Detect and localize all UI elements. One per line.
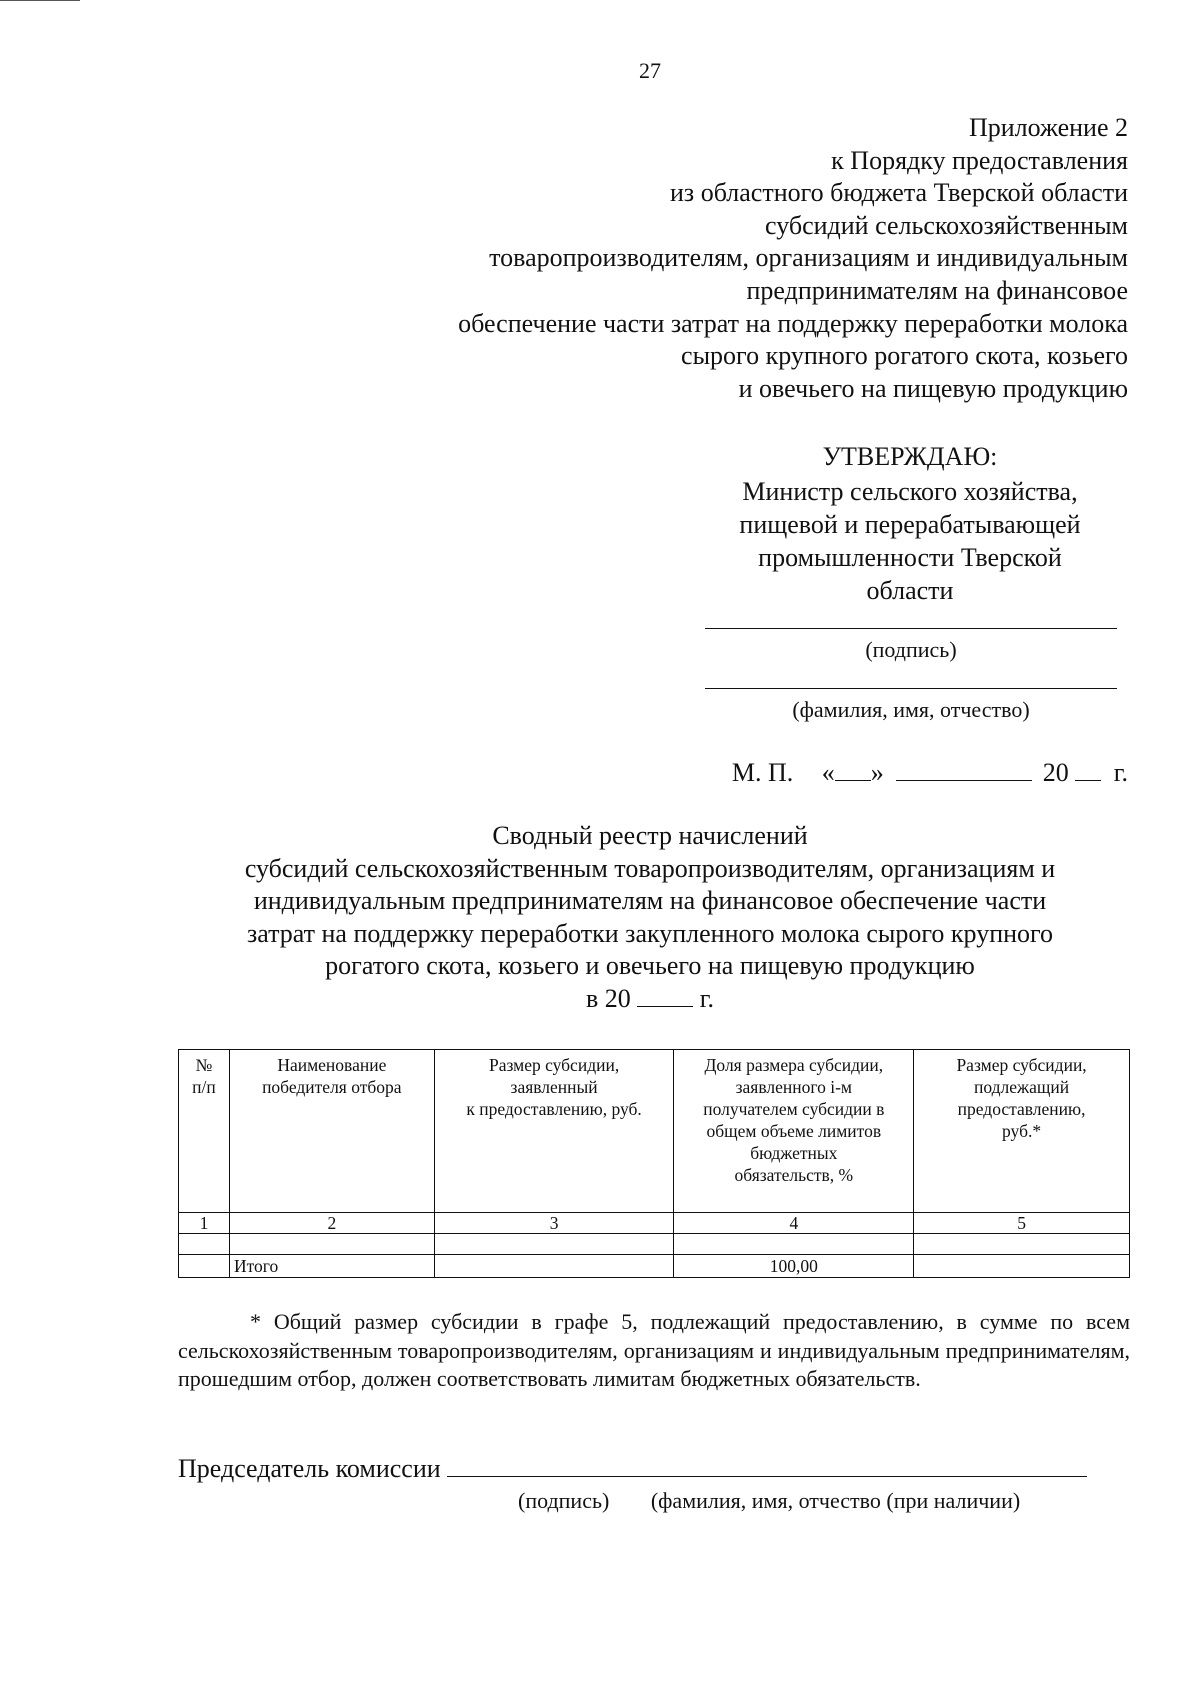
table-row <box>179 1234 1130 1255</box>
title-year-blank[interactable] <box>637 986 693 1007</box>
appendix-line: из областного бюджета Тверской области <box>670 178 1128 208</box>
minister-name-block <box>705 688 1117 723</box>
title-line: затрат на поддержку переработки закупленного молока сырого крупного <box>246 918 1054 948</box>
name-caption: (фамилия, имя, отчество) <box>792 697 1030 722</box>
title-year-suffix: г. <box>699 983 714 1013</box>
stamp-label: М. П. <box>731 758 794 787</box>
appendix-line: товаропроизводителям, организациям и индивидуальным <box>489 243 1128 273</box>
table-cell[interactable] <box>179 1234 230 1255</box>
total-label: Итого <box>229 1255 434 1278</box>
table-cell[interactable] <box>179 1255 230 1278</box>
appendix-line: и овечьего на пищевую продукцию <box>738 373 1128 403</box>
table-cell[interactable] <box>914 1234 1130 1255</box>
total-requested-cell[interactable] <box>434 1255 674 1278</box>
approval-block <box>700 440 1120 607</box>
appendix-line: обеспечение части затрат на поддержку переработки молока <box>458 308 1128 338</box>
table-header-row <box>179 1050 1130 1213</box>
stamp-date-row <box>732 758 1128 788</box>
chairman-signature-caption: (подпись) <box>518 1488 610 1513</box>
column-number: 2 <box>229 1213 434 1234</box>
chairman-signature-row <box>178 1454 1120 1484</box>
document-title <box>170 820 1130 1015</box>
scan-edge-mark <box>0 0 80 1</box>
table-cell[interactable] <box>674 1234 914 1255</box>
total-granted-cell[interactable] <box>914 1255 1130 1278</box>
appendix-line: предпринимателям на финансовое <box>746 275 1128 305</box>
year-suffix: г. <box>1113 758 1128 787</box>
title-line: субсидий сельскохозяйственным товаропроизводителям, организациям и <box>244 853 1056 883</box>
title-line: рогатого скота, козьего и овечьего на пищевую продукцию <box>325 951 975 980</box>
approval-line: промышленности Тверской <box>758 543 1062 572</box>
open-quote: « <box>821 758 835 787</box>
table-cell[interactable] <box>434 1234 674 1255</box>
column-number: 3 <box>434 1213 674 1234</box>
column-number: 4 <box>674 1213 914 1234</box>
column-number: 5 <box>914 1213 1130 1234</box>
title-year-line <box>170 983 1130 1016</box>
appendix-line: субсидий сельскохозяйственным <box>765 210 1128 240</box>
chairman-signature-line[interactable] <box>447 1454 1087 1477</box>
page-number: 27 <box>639 58 661 83</box>
footnote: * Общий размер субсидии в графе 5, подлежащий предоставлению, в сумме по всем сельскохозяйственным товаропроизводителям, организациям и индивидуальным предпринимателям, прошедшим отбор, должен соответствовать лимитам бюджетных обязательств. <box>178 1309 1130 1391</box>
total-row <box>179 1255 1130 1278</box>
column-number: 1 <box>179 1213 230 1234</box>
column-number-row <box>179 1213 1130 1234</box>
header-number: № п/п <box>179 1050 230 1213</box>
name-line[interactable] <box>705 688 1117 689</box>
header-share-percent: Доля размера субсидии, заявленного i-м получателем субсидии в общем объеме лимитов бюджетных обязательств, % <box>674 1050 914 1213</box>
chairman-captions <box>518 1488 1020 1514</box>
day-blank[interactable] <box>835 760 871 781</box>
registry-table <box>178 1049 1130 1278</box>
approval-line: области <box>866 576 954 605</box>
total-share-cell: 100,00 <box>674 1255 914 1278</box>
appendix-line: к Порядку предоставления <box>831 145 1128 175</box>
signature-caption: (подпись) <box>865 637 957 662</box>
close-quote: » <box>870 758 884 787</box>
chairman-name-caption: (фамилия, имя, отчество (при наличии) <box>650 1488 1021 1513</box>
title-year-prefix: в 20 <box>585 983 631 1013</box>
title-line: Сводный реестр начислений <box>492 821 808 850</box>
approval-line: Министр сельского хозяйства, <box>742 477 1078 506</box>
approval-title: УТВЕРЖДАЮ: <box>822 442 998 471</box>
chairman-label: Председатель комиссии <box>178 1454 441 1483</box>
minister-signature-block <box>705 628 1117 663</box>
year-prefix: 20 <box>1042 758 1069 787</box>
month-blank[interactable] <box>896 760 1032 781</box>
appendix-line: сырого крупного рогатого скота, козьего <box>681 341 1128 371</box>
appendix-header <box>228 112 1128 405</box>
appendix-line: Приложение 2 <box>968 113 1128 142</box>
table-cell[interactable] <box>229 1234 434 1255</box>
approval-line: пищевой и перерабатывающей <box>739 510 1081 539</box>
header-granted-amount: Размер субсидии, подлежащий предоставлению, руб.* <box>914 1050 1130 1213</box>
year-blank[interactable] <box>1075 760 1101 781</box>
header-winner-name: Наименование победителя отбора <box>229 1050 434 1213</box>
signature-line[interactable] <box>705 628 1117 629</box>
title-line: индивидуальным предпринимателям на финансовое обеспечение части <box>253 886 1047 915</box>
header-requested-amount: Размер субсидии, заявленный к предоставлению, руб. <box>434 1050 674 1213</box>
